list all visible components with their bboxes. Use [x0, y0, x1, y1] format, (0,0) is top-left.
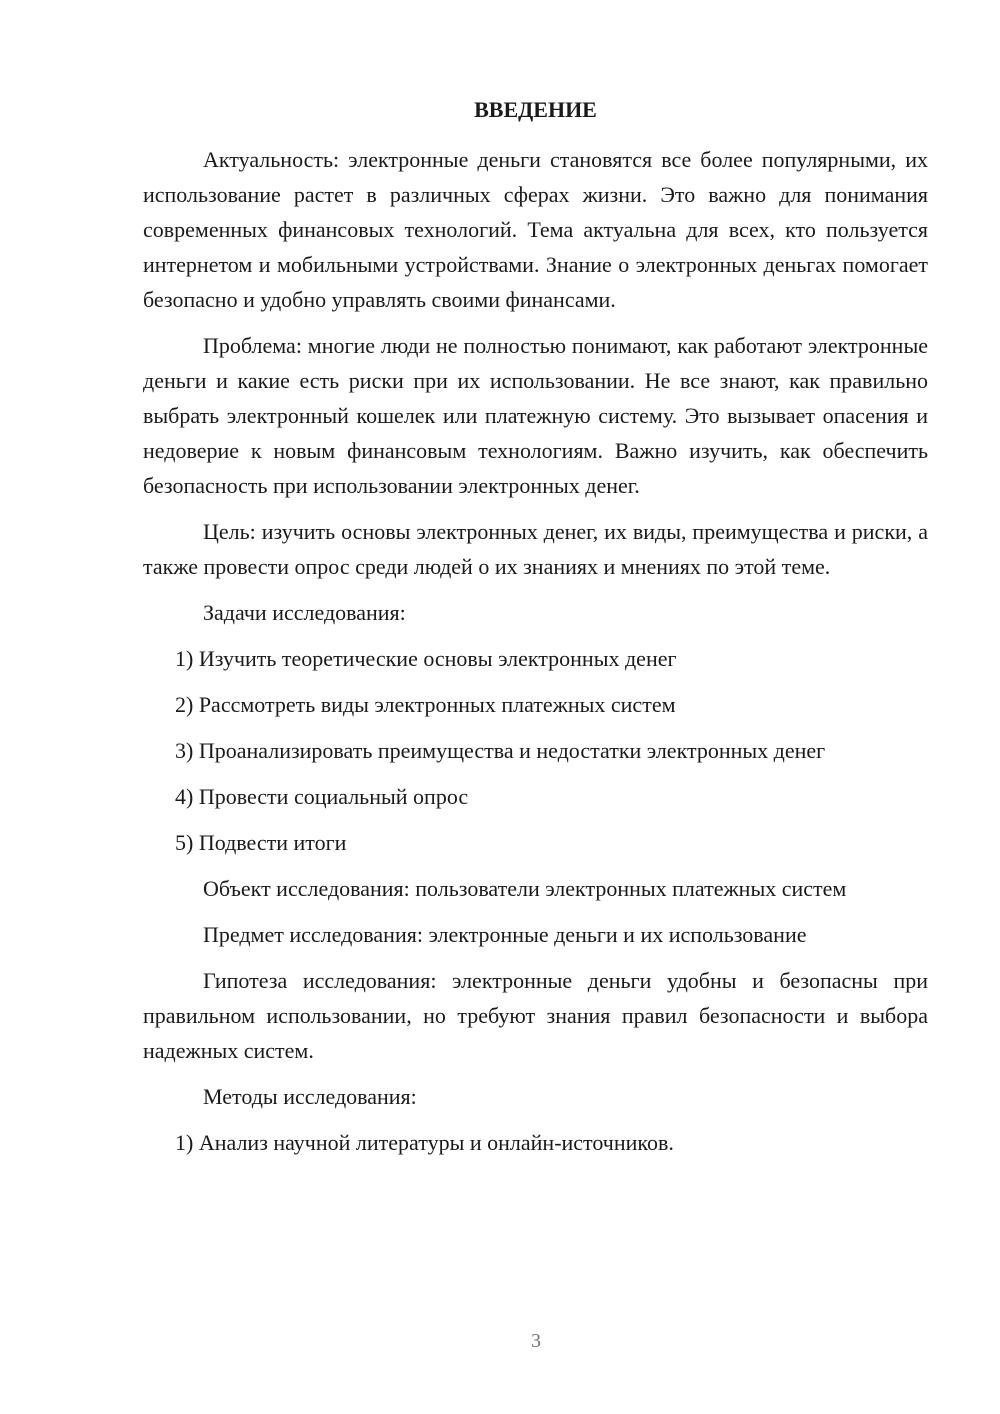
methods-heading: Методы исследования:	[203, 1084, 417, 1109]
problem-paragraph: Проблема: многие люди не полностью понимают, как работают электронные деньги и какие есть риски при их использовании. Не все знают, как правильно выбрать электронный кошелек или платежную систему. Это вызывает опасения и недоверие к новым финансовым технологиям. Важно изучить, как обеспечить безопасность при использовании электронных денег.	[143, 333, 928, 498]
section-title: ВВЕДЕНИЕ	[474, 97, 597, 122]
tasks-heading: Задачи исследования:	[203, 600, 406, 625]
page-number: 3	[531, 1330, 541, 1352]
task-item: 1) Изучить теоретические основы электронных денег	[175, 646, 677, 671]
document-page	[143, 92, 928, 1171]
task-item: 4) Провести социальный опрос	[175, 784, 469, 809]
method-item: 1) Анализ научной литературы и онлайн-источников.	[175, 1130, 674, 1155]
goal-paragraph: Цель: изучить основы электронных денег, их виды, преимущества и риски, а также провести опрос среди людей о их знаниях и мнениях по этой теме.	[143, 519, 928, 579]
hypothesis-paragraph: Гипотеза исследования: электронные деньги удобны и безопасны при правильном использовании, но требуют знания правил безопасности и выбора надежных систем.	[143, 968, 928, 1063]
subject-paragraph: Предмет исследования: электронные деньги и их использование	[203, 922, 807, 947]
task-item: 2) Рассмотреть виды электронных платежных систем	[175, 692, 676, 717]
object-paragraph: Объект исследования: пользователи электронных платежных систем	[203, 876, 847, 901]
task-item: 5) Подвести итоги	[175, 830, 347, 855]
relevance-paragraph: Актуальность: электронные деньги становятся все более популярными, их использование растет в различных сферах жизни. Это важно для понимания современных финансовых технологий. Тема актуальна для всех, кто пользуется интернетом и мобильными устройствами. Знание о электронных деньгах помогает безопасно и удобно управлять своими финансами.	[143, 147, 928, 312]
task-item: 3) Проанализировать преимущества и недостатки электронных денег	[175, 738, 826, 763]
